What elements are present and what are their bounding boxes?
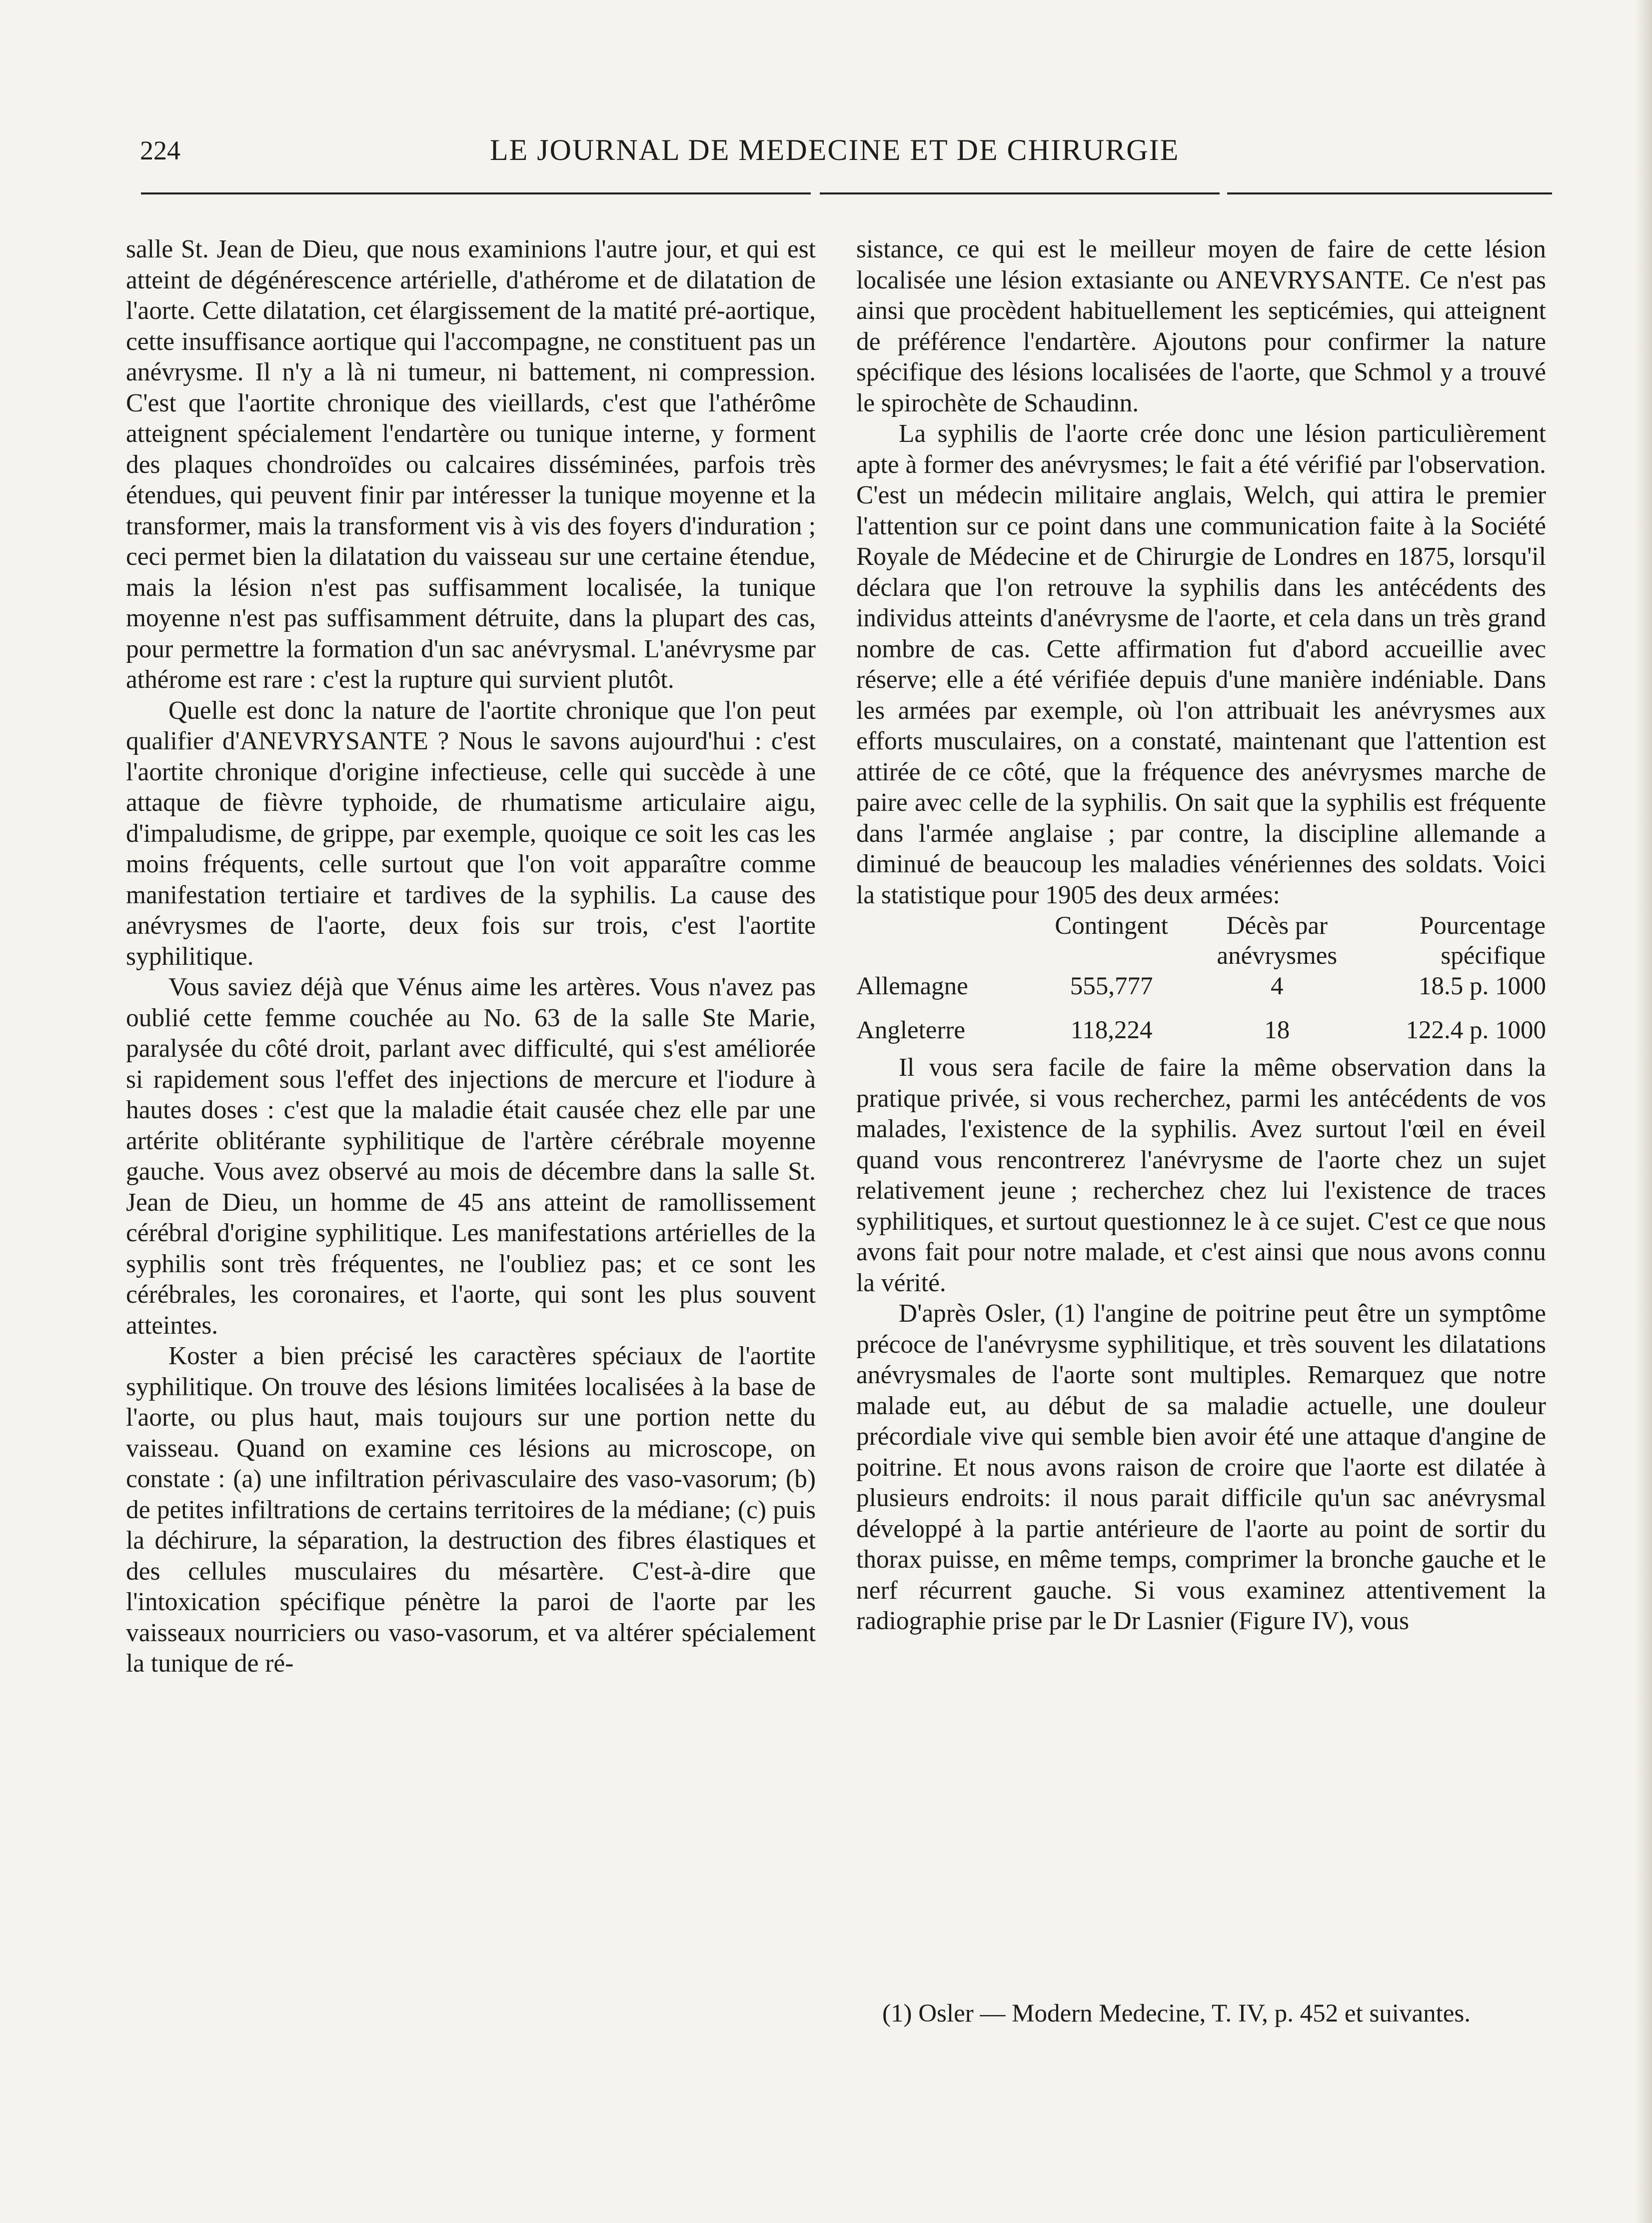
paragraph: Quelle est donc la nature de l'aortite chronique que l'on peut qualifier d'ANEVRYSANTE ? Nous le savons aujourd'hui : c'est l'aortite chronique d'origine infectieuse, celle qui succède à une attaque de fièvre typhoide, de rhumatisme articulaire aigu, d'impaludisme, de grippe, par exemple, quoique ce soit les cas les moins fréquents, celle surtout que l'on voit apparaître comme manifestation tertiaire et tardives de la syphilis. La cause des anévrysmes de l'aorte, deux fois sur trois, c'est l'aortite syphilitique. bbox=[126, 696, 816, 971]
header-rule-left bbox=[141, 192, 811, 194]
paragraph: D'après Osler, (1) l'angine de poitrine peut être un symptôme précoce de l'anévrysme syphilitique, et très souvent les dilatations anévrysmales de l'aorte sont multiples. Remarquez que notre malade eut, au début de sa maladie actuelle, une douleur précordiale vive qui semble bien avoir été une attaque d'angine de poitrine. Et nous avons raison de croire que l'aorte est dilatée à plusieurs endroits: il nous parait difficile qu'un sac anévrysmal développé à la partie antérieure de l'aorte au point de sortir du thorax puisse, en même temps, comprimer la bronche gauche et le nerf récurrent gauche. Si vous examinez attentivement la radiographie prise par le Dr Lasnier (Figure IV), vous bbox=[856, 1299, 1546, 1635]
page-number: 224 bbox=[140, 135, 180, 165]
footnote-text: (1) Osler — Modern Medecine, T. IV, p. 452 et suivantes. bbox=[882, 2000, 1471, 2028]
table-header-cell: Contingent bbox=[1055, 912, 1168, 940]
table-row bbox=[856, 971, 1546, 1001]
table-cell: 4 bbox=[1271, 972, 1284, 1000]
paragraph: Koster a bien précisé les caractères spéciaux de l'aortite syphilitique. On trouve des lésions limitées localisées à la base de l'aorte, ou plus haut, mais toujours sur une portion nette du vaisseau. Quand on examine ces lésions au microscope, on constate : (a) une infiltration périvasculaire des vaso-vasorum; (b) de petites infiltrations de certains territoires de la médiane; (c) puis la déchirure, la séparation, la destruction des fibres élastiques et des cellules musculaires du mésartère. C'est-à-dire que l'intoxication spécifique pénètre la paroi de l'aorte par les vaisseaux nourriciers ou vaso-vasorum, et va altérer spécialement la tunique de ré- bbox=[126, 1342, 816, 1678]
table-cell: 18.5 p. 1000 bbox=[1419, 972, 1546, 1000]
table-spacer bbox=[856, 1001, 1546, 1015]
paragraph: La syphilis de l'aorte crée donc une lésion particulièrement apte à former des anévrysmes; le fait a été vérifié par l'observation. C'est un médecin militaire anglais, Welch, qui attira le premier l'attention sur ce point dans une communication faite à la Société Royale de Médecine et de Chirurgie de Londres en 1875, lorsqu'il déclara que l'on retrouve la syphilis dans les antécédents des individus atteints d'anévrysme de l'aorte, et cela dans un très grand nombre de cas. Cette affirmation fut d'abord accueillie avec réserve; elle a été vérifiée depuis d'une manière indéniable. Dans les armées par exemple, où l'on attribuait les anévrysmes aux efforts musculaires, on a constaté, maintenant que l'attention est attirée de ce côté, que la fréquence des anévrysmes marche de paire avec celle de la syphilis. On sait que la syphilis est fréquente dans l'armée anglaise ; par contre, la discipline allemande a diminué de beaucoup les maladies vénériennes des soldats. Voici la statistique pour 1905 des deux armées: bbox=[856, 419, 1546, 909]
table-cell: 18 bbox=[1264, 1016, 1290, 1044]
paragraph: salle St. Jean de Dieu, que nous examinions l'autre jour, et qui est atteint de dégénérescence artérielle, d'athérome et de dilatation de l'aorte. Cette dilatation, cet élargissement de la matité pré-aortique, cette insuffisance aortique qui l'accompagne, ne constituent pas un anévrysme. Il n'y a là ni tumeur, ni battement, ni compression. C'est que l'aortite chronique des vieillards, c'est que l'athérôme atteignent spécialement l'endartère ou tunique interne, y forment des plaques chondroïdes ou calcaires disséminées, parfois très étendues, qui peuvent finir par intéresser la tunique moyenne et la transformer, mais la transforment vis à vis des foyers d'induration ; ceci permet bien la dilatation du vaisseau sur une certaine étendue, mais la lésion n'est pas suffisamment localisée, la tunique moyenne n'est pas suffisamment détruite, dans la plupart des cas, pour permettre la formation d'un sac anévrysmal. L'anévrysme par athérome est rare : c'est la rupture qui survient plutôt. bbox=[126, 235, 816, 694]
paragraph: Il vous sera facile de faire la même observation dans la pratique privée, si vous recherchez, parmi les antécédents de vos malades, l'existence de la syphilis. Avez surtout l'œil en éveil quand vous rencontrerez l'anévrysme de l'aorte chez un sujet relativement jeune ; recherchez chez lui l'existence de traces syphilitiques, et surtout questionnez le à ce sujet. C'est ce que nous avons fait pour notre malade, et c'est ainsi que nous avons connu la vérité. bbox=[856, 1053, 1546, 1297]
footnote bbox=[852, 1999, 1550, 2029]
table-cell: 118,224 bbox=[1070, 1016, 1153, 1044]
right-column bbox=[856, 234, 1546, 1637]
table-cell: Allemagne bbox=[856, 972, 968, 1000]
table-header-cell: Décès par anévrysmes bbox=[1217, 912, 1338, 970]
table-row bbox=[856, 1015, 1546, 1045]
table-header-cell: Pourcentage spécifique bbox=[1419, 912, 1546, 970]
table-header-cell bbox=[856, 910, 1029, 971]
paragraph: sistance, ce qui est le meilleur moyen de faire de cette lésion localisée une lésion extasiante ou ANEVRYSANTE. Ce n'est pas ainsi que procèdent habituellement les septicémies, qui atteignent de préférence l'endartère. Ajoutons pour confirmer la nature spécifique des lésions localisées de l'aorte, que Schmol y a trouvé le spirochète de Schaudinn. bbox=[856, 235, 1546, 417]
table-cell: 555,777 bbox=[1070, 972, 1153, 1000]
paragraph: Vous saviez déjà que Vénus aime les artères. Vous n'avez pas oublié cette femme couchée au No. 63 de la salle Ste Marie, paralysée du côté droit, parlant avec difficulté, qui s'est améliorée si rapidement sous l'effet des injections de mercure et l'iodure à hautes doses : c'est que la maladie était causée chez elle par une artérite oblitérante syphilitique de l'artère cérébrale moyenne gauche. Vous avez observé au mois de décembre dans la salle St. Jean de Dieu, un homme de 45 ans atteint de ramollissement cérébral d'origine syphilitique. Les manifestations artérielles de la syphilis sont très fréquentes, ne l'oubliez pas; et ce sont les cérébrales, les coronaires, et l'aorte, qui sont les plus souvent atteintes. bbox=[126, 973, 816, 1340]
left-column bbox=[126, 234, 816, 1679]
header-rule-right bbox=[1227, 192, 1552, 194]
page-edge-shadow bbox=[1635, 0, 1652, 2223]
table-header-row bbox=[856, 910, 1546, 971]
table-cell: Angleterre bbox=[856, 1016, 966, 1044]
table-cell: 122.4 p. 1000 bbox=[1406, 1016, 1546, 1044]
header-rule-middle bbox=[820, 192, 1220, 194]
page-header bbox=[140, 135, 1555, 175]
running-title: LE JOURNAL DE MEDECINE ET DE CHIRURGIE bbox=[490, 133, 1180, 166]
statistics-table bbox=[856, 910, 1546, 1045]
